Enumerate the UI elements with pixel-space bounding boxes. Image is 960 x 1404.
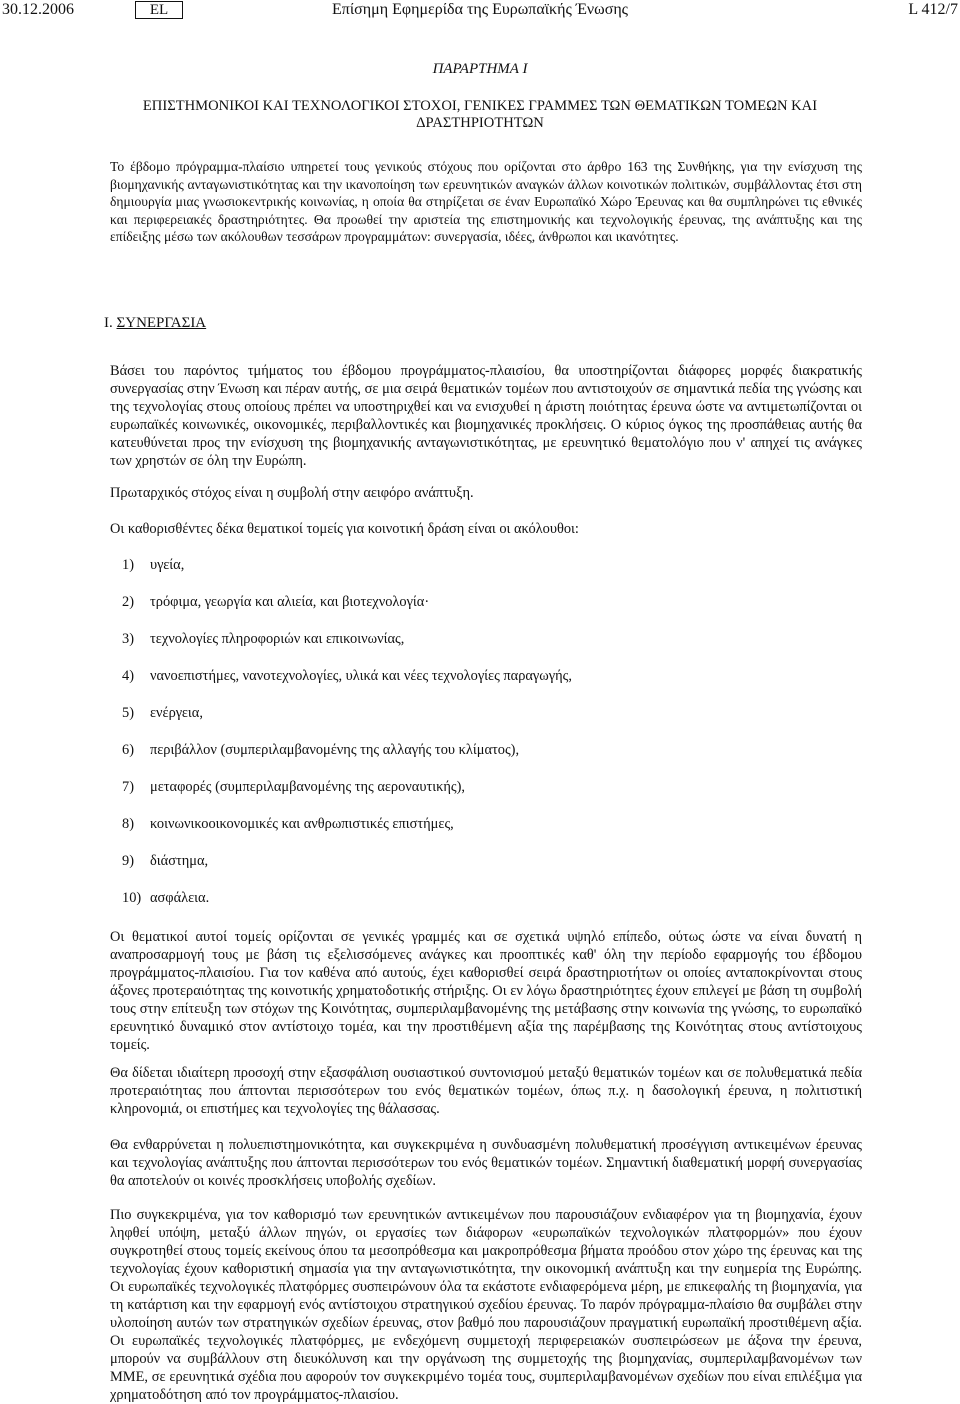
section-paragraph-1 — [110, 362, 862, 470]
section-number: I. — [104, 315, 113, 331]
list-item-text: τρόφιμα, γεωργία και αλιεία, και βιοτεχνολογία· — [150, 594, 430, 610]
list-item-text: κοινωνικοοικονομικές και ανθρωπιστικές επιστήμες, — [150, 816, 454, 832]
list-item — [122, 778, 465, 796]
list-item-number: 1) — [122, 557, 134, 573]
list-item — [122, 667, 572, 685]
list-item-number: 3) — [122, 631, 134, 647]
intro-paragraph — [110, 158, 862, 246]
list-item-number: 8) — [122, 816, 134, 832]
list-item-text: περιβάλλον (συμπεριλαμβανομένης της αλλαγής του κλίματος), — [150, 742, 520, 758]
list-item-number: 10) — [122, 890, 142, 906]
list-item-number: 9) — [122, 853, 134, 869]
list-item-text: διάστημα, — [150, 853, 209, 869]
list-item — [122, 630, 404, 648]
list-item-text: νανοεπιστήμες, νανοτεχνολογίες, υλικά και νέες τεχνολογίες παραγωγής, — [150, 668, 572, 684]
section-paragraph-6 — [110, 1136, 862, 1190]
publication-date: 30.12.2006 — [2, 1, 74, 18]
section-paragraph-3 — [110, 520, 862, 538]
language-badge: EL — [135, 1, 183, 19]
list-item-number: 5) — [122, 705, 134, 721]
page-header — [0, 0, 960, 20]
section-paragraph-4 — [110, 928, 862, 1054]
paragraph-text: Πρωταρχικός στόχος είναι η συμβολή στην αειφόρο ανάπτυξη. — [110, 485, 474, 501]
list-item-text: ασφάλεια. — [150, 890, 210, 906]
section-title: ΣΥΝΕΡΓΑΣΙΑ — [116, 315, 207, 331]
intro-text: Το έβδομο πρόγραμμα-πλαίσιο υπηρετεί τους γενικούς στόχους που ορίζονται στο άρθρο 163 της Συνθήκης, για την ενίσχυση της βιομηχανικής ανταγωνιστικότητας και την ικανοποίηση των ερευνητικών αναγκών άλλων κοινοτικών πολιτικών, συμβάλλοντας έτσι στη δημιουργία μιας γνωσιοκεντρικής κοινωνίας, η οποία θα στηρίζεται σε έναν Ευρωπαϊκό Χώρο Έρευνας και θα συμπληρώνει τις εθνικές και περιφερειακές δραστηριότητες. Θα προωθεί την αριστεία της επιστημονικής και τεχνολογικής έρευνας, της ανάπτυξης και της επίδειξης μέσω των ακόλουθων τεσσάρων προγραμμάτων: συνεργασία, ιδέες, άνθρωποι και ικανότητες. — [110, 159, 862, 244]
section-paragraph-7 — [110, 1206, 862, 1404]
paragraph-text: Οι καθορισθέντες δέκα θεματικοί τομείς για κοινοτική δράση είναι οι ακόλουθοι: — [110, 521, 579, 537]
list-item-number: 2) — [122, 594, 134, 610]
list-item-text: τεχνολογίες πληροφοριών και επικοινωνίας, — [150, 631, 405, 647]
section-heading — [104, 314, 206, 332]
list-item — [122, 741, 519, 759]
list-item — [122, 889, 209, 907]
annex-label: ΠΑΡΑΡΤΗΜΑ I — [432, 61, 528, 77]
list-item-text: ενέργεια, — [150, 705, 203, 721]
list-item-text: μεταφορές (συμπεριλαμβανομένης της αεροναυτικής), — [150, 779, 465, 795]
list-item — [122, 815, 454, 833]
list-item-number: 4) — [122, 668, 134, 684]
list-item-text: υγεία, — [150, 557, 185, 573]
list-item-number: 6) — [122, 742, 134, 758]
section-paragraph-5 — [110, 1064, 862, 1118]
list-item — [122, 556, 184, 574]
list-item — [122, 704, 203, 722]
paragraph-text: Βάσει του παρόντος τμήματος του έβδομου προγράμματος-πλαισίου, θα υποστηρίζονται διάφορες μορφές διακρατικής συνεργασίας στην Ένωση και πέραν αυτής, σε μια σειρά θεματικών τομέων που αντιστοιχούν σε σημαντικά πεδία της γνώσης και της τεχνολογίας στους οποίους πρέπει να υποστηριχθεί και να ενισχυθεί η άριστη ποιότητας έρευνα ώστε να αντιμετωπίζονται οι ευρωπαϊκές κοινωνικές, οικονομικές, περιβαλλοντικές και βιομηχανικές προκλήσεις. Ο κύριος όγκος της προσπάθειας αυτής θα κατευθύνεται προς την ενίσχυση της βιομηχανικής ανταγωνιστικότητας, με ερευνητικό θεματολόγιο που ν' απηχεί τις ανάγκες των χρηστών σε όλη την Ευρώπη. — [110, 363, 862, 469]
list-item — [122, 593, 429, 611]
list-item-number: 7) — [122, 779, 134, 795]
journal-title: Επίσημη Εφημερίδα της Ευρωπαϊκής Ένωσης — [331, 1, 629, 18]
paragraph-text: Οι θεματικοί αυτοί τομείς ορίζονται σε γενικές γραμμές και σε σχετικά υψηλό επίπεδο, ούτως ώστε να είναι δυνατή η αναπροσαρμογή τους με βάση τις εξελισσόμενες ανάγκες και προοπτικές καθ' όλη την περίοδο εφαρμογής του έβδομου προγράμματος-πλαισίου. Για τον καθένα από αυτούς, έχει καθορισθεί σειρά δραστηριοτήτων οι οποίες ανταποκρίνονται στους άξονες προτεραιότητας της κοινοτικής χρηματοδοτικής στήριξης. Οι εν λόγω δραστηριότητες έχουν επιλεγεί με βάση τη συμβολή τους στην επίτευξη των στόχων της Κοινότητας, συμπεριλαμβανομένης της μετάβασης στην κοινωνία της γνώσης, το ευρωπαϊκό ερευνητικό δυναμικό στον αντίστοιχο τομέα, και την προστιθέμενη αξία της παρέμβασης της Κοινότητας στους αντίστοιχους τομείς. — [110, 929, 862, 1053]
paragraph-text: Πιο συγκεκριμένα, για τον καθορισμό των ερευνητικών αντικειμένων που παρουσιάζουν ενδιαφέρον για τη βιομηχανία, έχουν ληφθεί υπόψη, μεταξύ άλλων πηγών, οι εργασίες των διάφορων «ευρωπαϊκών τεχνολογικών πλατφορμών» που έχουν συγκροτηθεί στους τομείς εκείνους όπου τα μεσοπρόθεσμα και μακροπρόθεσμα βήματα προόδου στον χώρο της έρευνας και της τεχνολογίας έχουν καθοριστική σημασία για την ανταγωνιστικότητα, την οικονομική ανάπτυξη και την ευημερία της Ευρώπης. Οι ευρωπαϊκές τεχνολογικές πλατφόρμες συσπειρώνουν όλα τα εκάστοτε ενδιαφερόμενα μέρη, με επικεφαλής τη βιομηχανία, για τη κατάρτιση και την εφαρμογή ενός αντίστοιχου στρατηγικού σχεδίου έρευνας. Το παρόν πρόγραμμα-πλαίσιο θα συμβάλει στην υλοποίηση αυτών των στρατηγικών σχεδίων έρευνας, στον βαθμό που παρουσιάζουν πραγματική ευρωπαϊκή προστιθέμενη αξία. Οι ευρωπαϊκές τεχνολογικές πλατφόρμες, με ενδεχόμενη συμμετοχή περιφερειακών συσπειρώσεων με άξονα την έρευνα, μπορούν να συμβάλλουν στη διευκόλυνση και την οργάνωση της συμμετοχής της βιομηχανίας, συμπεριλαμβανομένων των ΜΜΕ, σε ερευνητικά σχέδια που αφορούν τον συγκεκριμένο τομέα τους, συμπεριλαμβανομένων σχεδίων που είναι επιλέξιμα για χρηματοδότηση από τον προγράμματος-πλαισίου. — [110, 1207, 862, 1403]
paragraph-text: Θα ενθαρρύνεται η πολυεπιστημονικότητα, και συγκεκριμένα η συνδυασμένη πολυθεματική προσέγγιση αντικειμένων έρευνας και τεχνολογίας ανάπτυξης που άπτονται περισσότερων του ενός θεματικών τομέων. Σημαντική διαθεματική μορφή συνεργασίας θα αποτελούν οι κοινές προσκλήσεις υποβολής σχεδίων. — [110, 1137, 862, 1189]
document-title: ΕΠΙΣΤΗΜΟΝΙΚΟΙ ΚΑΙ ΤΕΧΝΟΛΟΓΙΚΟΙ ΣΤΟΧΟΙ, ΓΕΝΙΚΕΣ ΓΡΑΜΜΕΣ ΤΩΝ ΘΕΜΑΤΙΚΩΝ ΤΟΜΕΩΝ ΚΑΙ ΔΡΑΣΤΗΡΙΟΤΗΤΩΝ — [142, 98, 818, 131]
paragraph-text: Θα δίδεται ιδιαίτερη προσοχή στην εξασφάλιση ουσιαστικού συντονισμού μεταξύ θεματικών τομέων και σε πολυθεματικά πεδία προτεραιότητας που άπτονται περισσότερων του ενός θεματικών τομέων, όπως π.χ. η δασολογική έρευνα, η πολιτιστική κληρονομιά, οι επιστήμες και τεχνολογίες της θάλασσας. — [110, 1065, 862, 1117]
page-number: L 412/7 — [908, 1, 958, 18]
section-paragraph-2 — [110, 484, 862, 502]
list-item — [122, 852, 208, 870]
